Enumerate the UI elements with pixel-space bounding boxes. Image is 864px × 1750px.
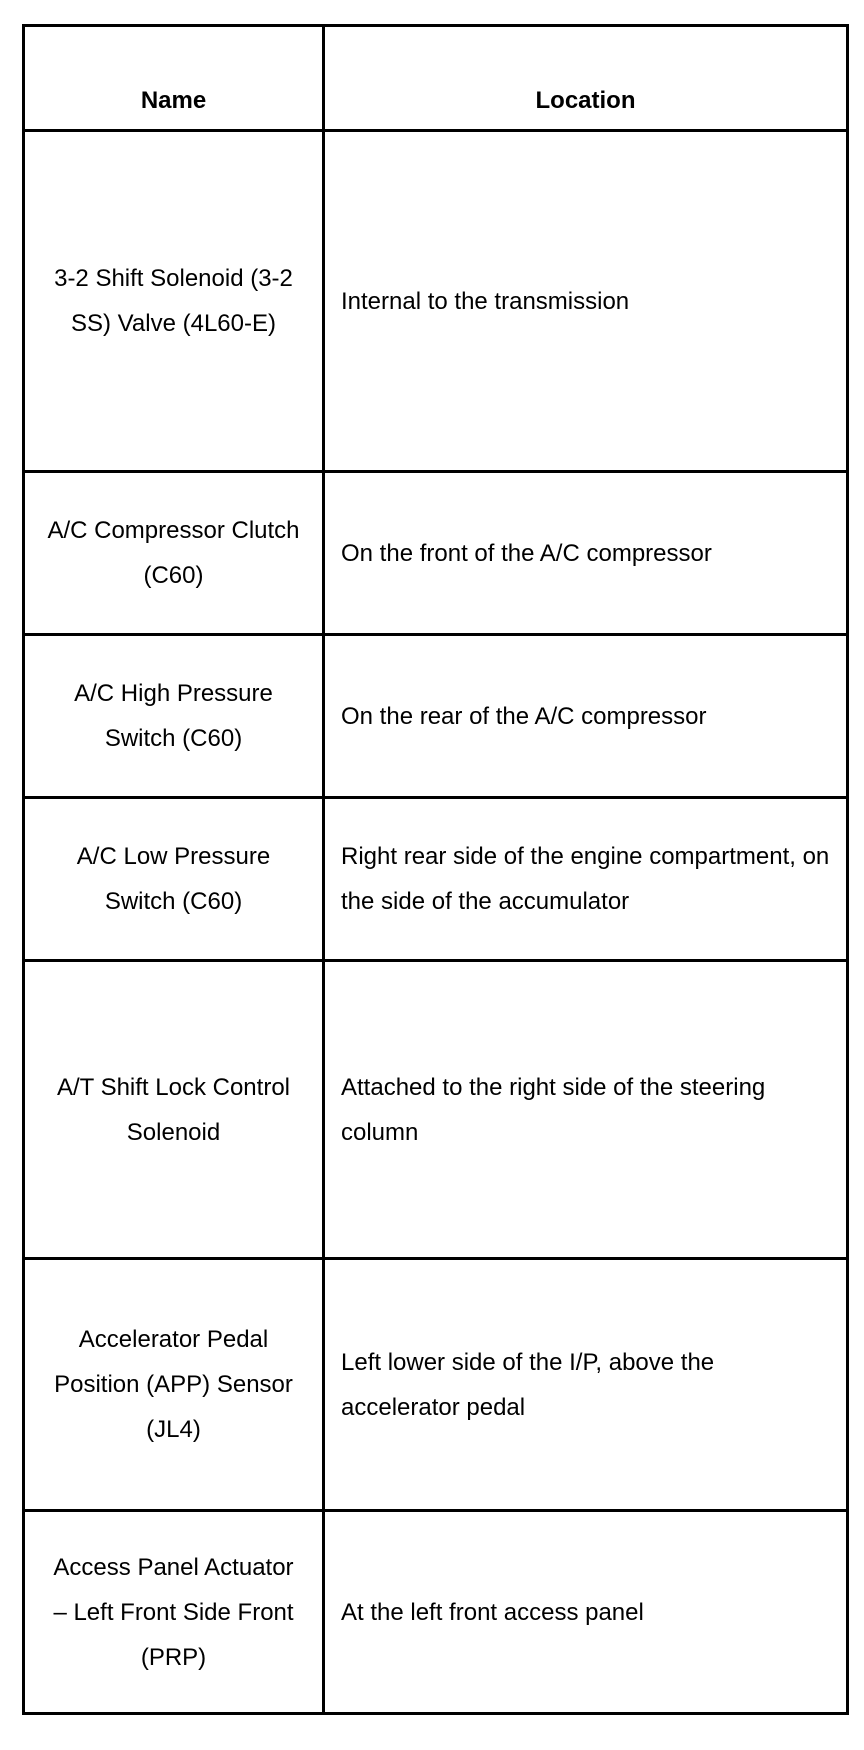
table-row — [24, 131, 848, 472]
component-name-cell: A/T Shift Lock Control Solenoid — [24, 961, 324, 1259]
component-location-table — [22, 24, 849, 1715]
header-row — [24, 26, 848, 131]
table-row — [24, 1511, 848, 1714]
component-location-cell: At the left front access panel — [324, 1511, 848, 1714]
component-location-cell: Attached to the right side of the steering column — [324, 961, 848, 1259]
component-name-cell: Access Panel Actuator – Left Front Side Front (PRP) — [24, 1511, 324, 1714]
component-location-cell: Internal to the transmission — [324, 131, 848, 472]
table-row — [24, 961, 848, 1259]
component-name-cell: A/C High Pressure Switch (C60) — [24, 635, 324, 798]
component-name-cell: 3-2 Shift Solenoid (3-2 SS) Valve (4L60-E) — [24, 131, 324, 472]
table-row — [24, 1259, 848, 1511]
component-location-cell: On the rear of the A/C compressor — [324, 635, 848, 798]
component-location-cell: Right rear side of the engine compartment, on the side of the accumulator — [324, 798, 848, 961]
name-column-header: Name — [24, 26, 324, 131]
component-location-cell: Left lower side of the I/P, above the accelerator pedal — [324, 1259, 848, 1511]
table-row — [24, 635, 848, 798]
component-location-cell: On the front of the A/C compressor — [324, 472, 848, 635]
component-name-cell: A/C Low Pressure Switch (C60) — [24, 798, 324, 961]
component-name-cell: Accelerator Pedal Position (APP) Sensor (JL4) — [24, 1259, 324, 1511]
location-column-header: Location — [324, 26, 848, 131]
component-name-cell: A/C Compressor Clutch (C60) — [24, 472, 324, 635]
table-row — [24, 472, 848, 635]
table-row — [24, 798, 848, 961]
